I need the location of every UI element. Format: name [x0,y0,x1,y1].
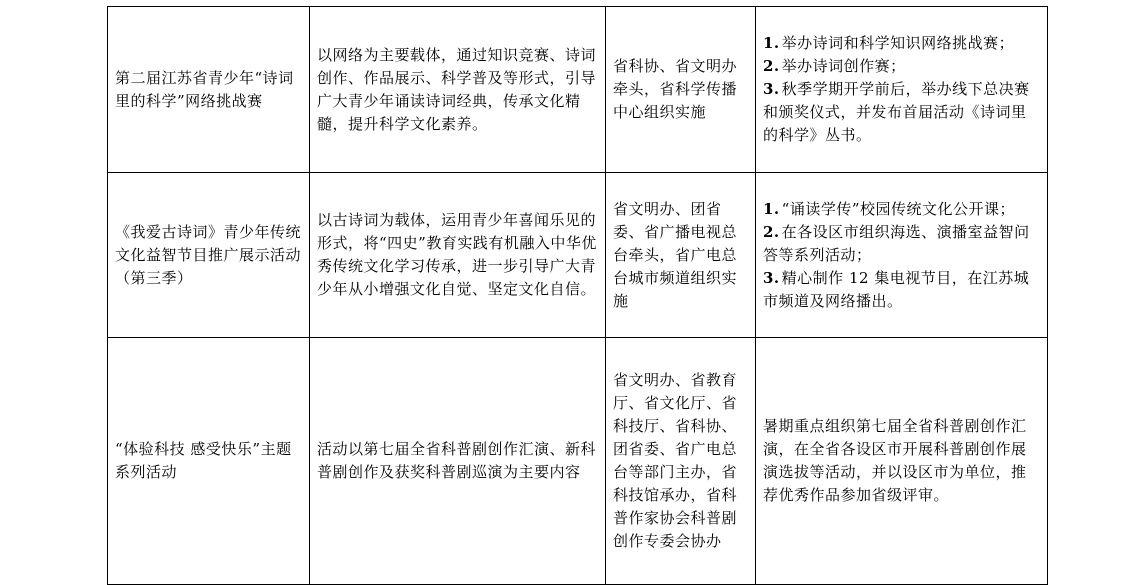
schedule-item [763,78,1041,147]
table-row [108,7,1048,173]
schedule-item-text: “诵读学传”校园传统文化公开课； [781,199,1016,218]
activity-name-cell: “体验科技 感受快乐”主题系列活动 [108,338,310,585]
table-row [108,338,1048,585]
activity-schedule-cell [756,7,1048,173]
activity-content-cell: 以网络为主要载体，通过知识竞赛、诗词创作、作品展示、科学普及等形式，引导广大青少年诵读诗词经典，传承文化精髓，提升科学文化素养。 [310,7,606,173]
schedule-item-number: 3. [763,80,780,98]
schedule-item-text: 举办诗词和科学知识网络挑战赛； [781,34,1015,52]
activity-name-cell: 《我爱古诗词》青少年传统文化益智节目推广展示活动（第三季） [108,173,310,338]
schedule-item-text: 在各设区市组织海选、演播室益智问答等系列活动； [763,222,1030,264]
activity-table [107,6,1048,585]
schedule-item [763,198,1041,221]
activity-schedule-cell: 暑期重点组织第七届全省科普剧创作汇演，在全省各设区市开展科普剧创作展演选拔等活动，并以设区市为单位，推荐优秀作品参加省级评审。 [756,338,1048,585]
table-row [108,173,1048,338]
schedule-item [763,32,1041,55]
schedule-item [763,55,1041,78]
activity-name-cell: 第二届江苏省青少年“诗词里的科学”网络挑战赛 [108,7,310,173]
schedule-item-number: 3. [763,268,780,287]
schedule-item-text: 举办诗词创作赛； [781,57,906,75]
schedule-item [763,221,1041,267]
schedule-item-number: 2. [763,57,780,75]
schedule-item-number: 1. [763,34,780,52]
activity-organizer-cell: 省文明办、省教育厅、省文化厅、省科技厅、省科协、团省委、省广电总台等部门主办，省科技馆承办，省科普作家协会科普剧创作专委会协办 [606,338,756,585]
schedule-item-number: 2. [763,222,780,241]
activity-schedule-cell [756,173,1048,338]
schedule-item-number: 1. [763,199,780,218]
activity-content-cell: 活动以第七届全省科普剧创作汇演、新科普剧创作及获奖科普剧巡演为主要内容 [310,338,606,585]
schedule-item-text: 精心制作 12 集电视节目，在江苏城市频道及网络播出。 [763,268,1030,310]
activity-organizer-cell: 省文明办、团省委、省广播电视总台牵头，省广电总台城市频道组织实施 [606,173,756,338]
schedule-item [763,267,1041,313]
activity-organizer-cell: 省科协、省文明办牵头，省科学传播中心组织实施 [606,7,756,173]
schedule-item-text: 秋季学期开学前后，举办线下总决赛和颁奖仪式，并发布首届活动《诗词里的科学》丛书。 [763,80,1030,144]
activity-content-cell: 以古诗词为载体，运用青少年喜闻乐见的形式，将“四史”教育实践有机融入中华优秀传统文化学习传承，进一步引导广大青少年从小增强文化自觉、坚定文化自信。 [310,173,606,338]
